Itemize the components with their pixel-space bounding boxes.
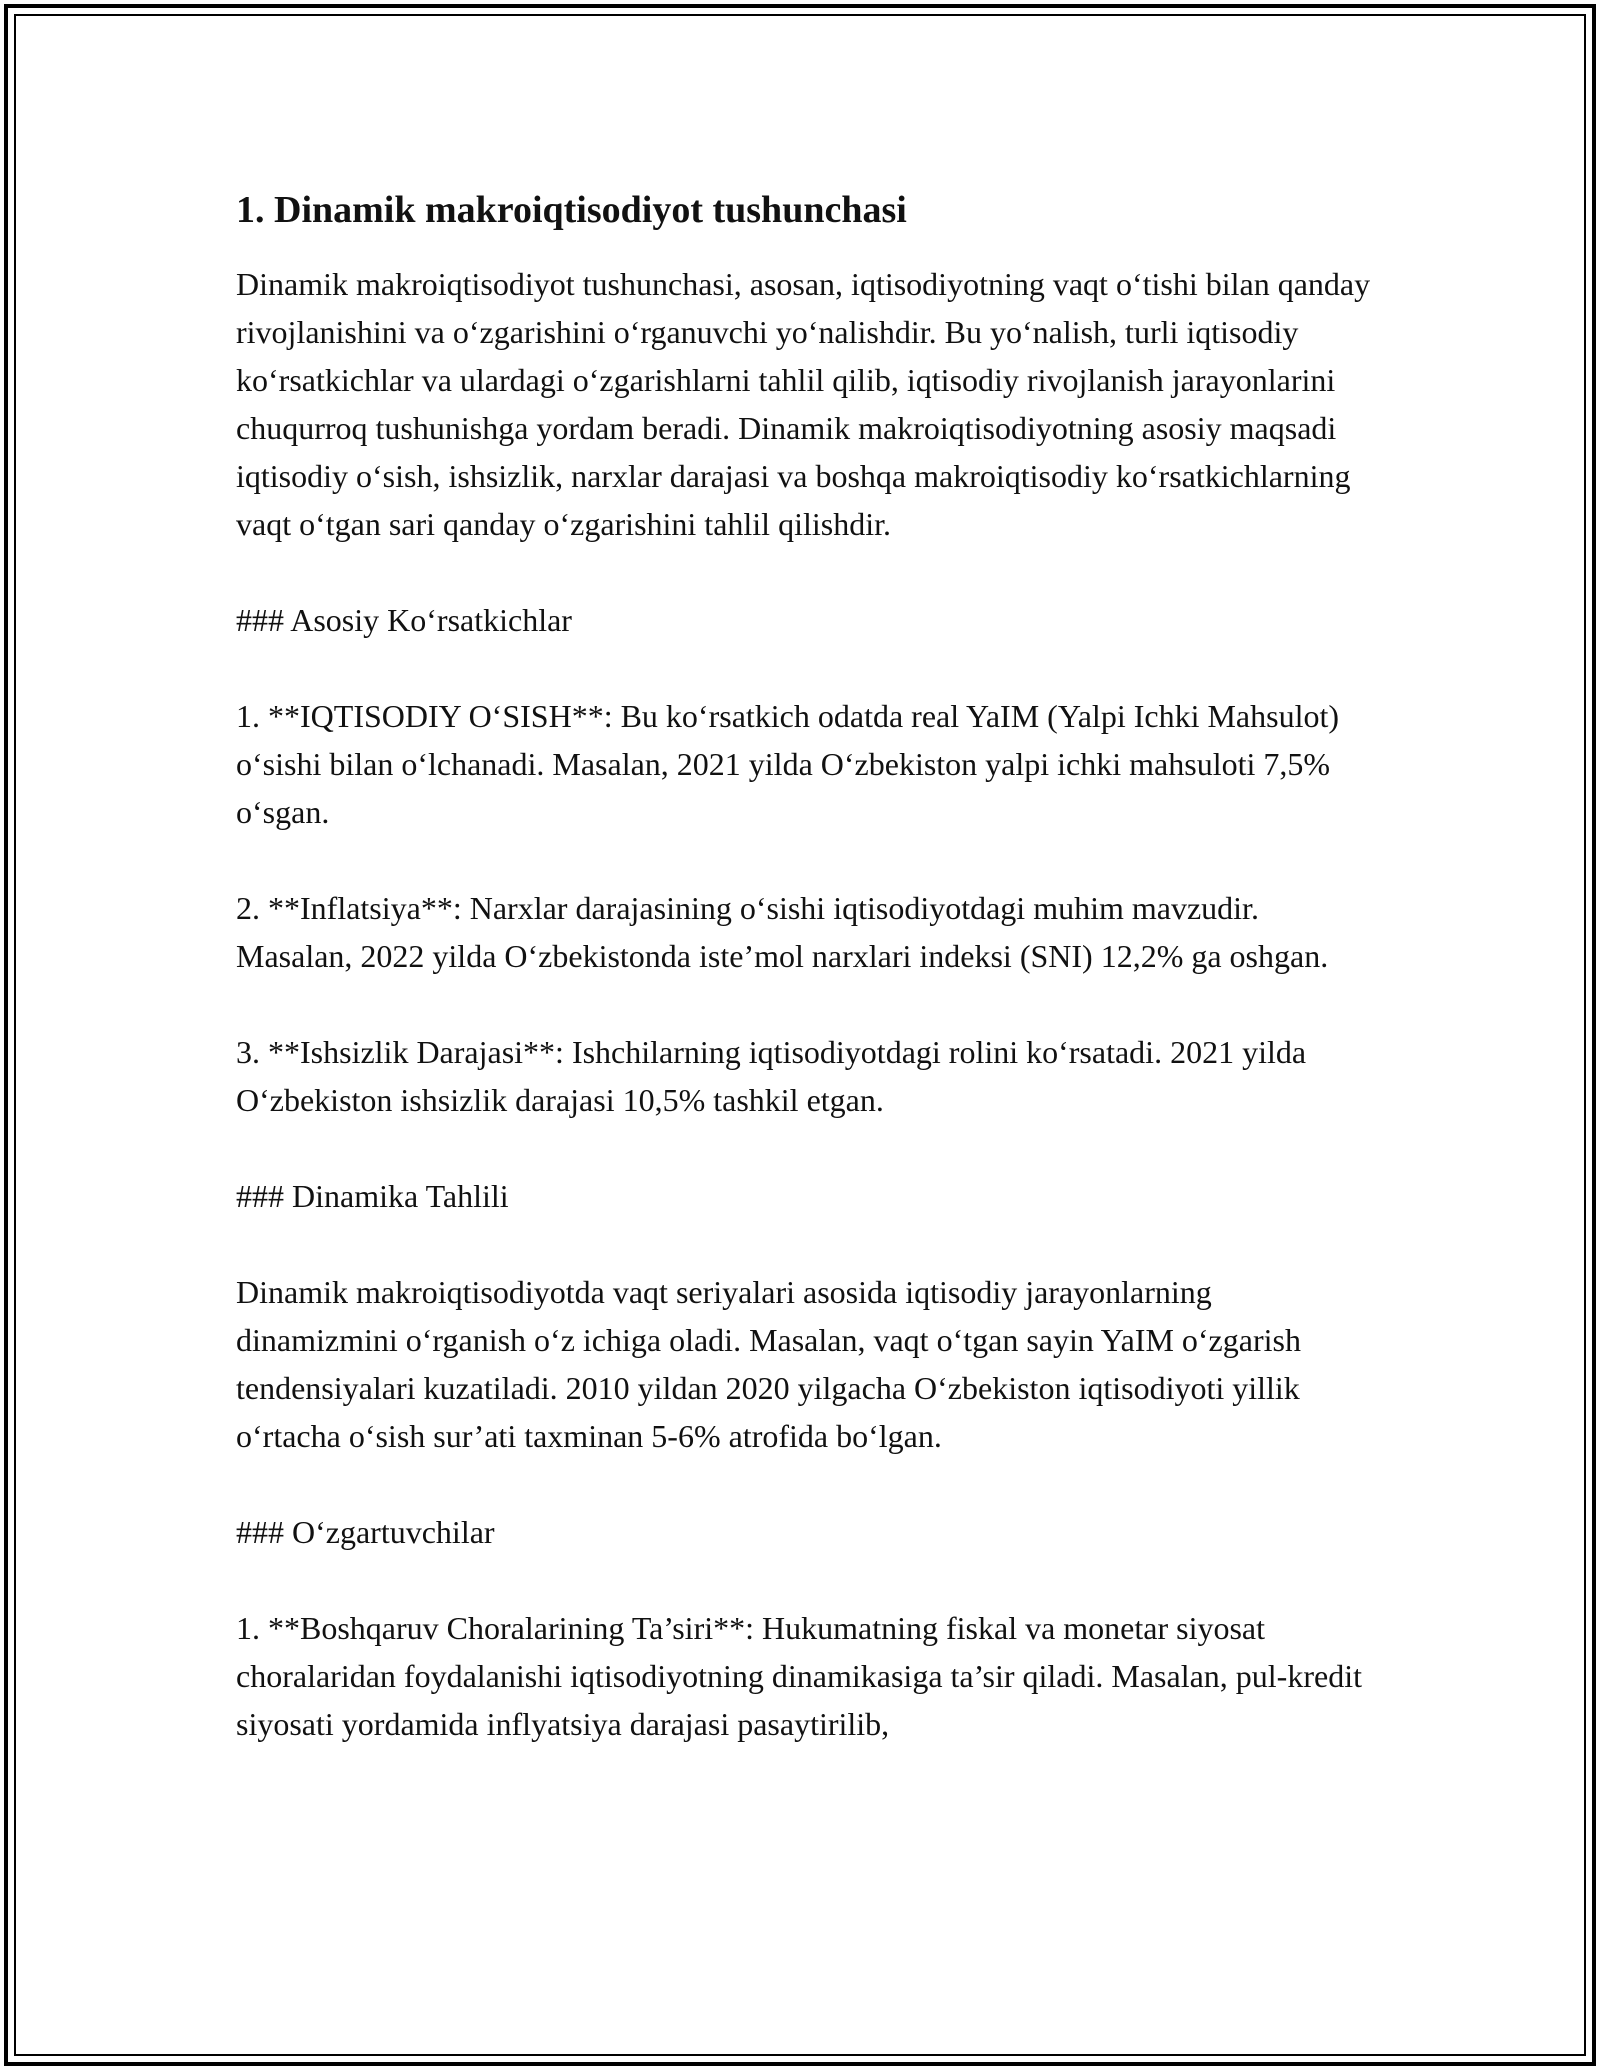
intro-paragraph: Dinamik makroiqtisodiyot tushunchasi, asosan, iqtisodiyotning vaqt o‘tishi bilan qanday rivojlanishini va o‘zgarishini o‘rganuvchi yo‘nalishdir. Bu yo‘nalish, turli iqtisodiy ko‘rsatkichlar va ulardagi o‘zgarishlarni tahlil qilib, iqtisodiy rivojlanish jarayonlarini chuqurroq tushunishga yordam beradi. Dinamik makroiqtisodiyotning asosiy maqsadi iqtisodiy o‘sish, ishsizlik, narxlar darajasi va boshqa makroiqtisodiy ko‘rsatkichlarning vaqt o‘tgan sari qanday o‘zgarishini tahlil qilishdir.	[236, 266, 1371, 542]
list-item-inflatsiya: 2. **Inflatsiya**: Narxlar darajasining o‘sishi iqtisodiyotdagi muhim mavzudir. Masalan, 2022 yilda O‘zbekistonda iste’mol narxlari indeksi (SNI) 12,2% ga oshgan.	[236, 890, 1329, 974]
document-body	[236, 186, 1376, 1796]
subheading-ozgartuvchilar: ### O‘zgartuvchilar	[236, 1514, 495, 1550]
section-title: 1. Dinamik makroiqtisodiyot tushunchasi	[236, 189, 907, 231]
list-item-ishsizlik-darajasi: 3. **Ishsizlik Darajasi**: Ishchilarning iqtisodiyotdagi rolini ko‘rsatadi. 2021 yilda O‘zbekiston ishsizlik darajasi 10,5% tashkil etgan.	[236, 1034, 1307, 1118]
list-item-boshqaruv-choralari: 1. **Boshqaruv Choralarining Ta’siri**: Hukumatning fiskal va monetar siyosat choralaridan foydalanishi iqtisodiyotning dinamikasiga ta’sir qiladi. Masalan, pul-kredit siyosati yordamida inflyatsiya darajasi pasaytirilib,	[236, 1610, 1362, 1742]
subheading-asosiy-korsatkichlar: ### Asosiy Ko‘rsatkichlar	[236, 602, 572, 638]
list-item-iqtisodiy-osish: 1. **IQTISODIY O‘SISH**: Bu ko‘rsatkich odatda real YaIM (Yalpi Ichki Mahsulot) o‘sishi bilan o‘lchanadi. Masalan, 2021 yilda O‘zbekiston yalpi ichki mahsuloti 7,5% o‘sgan.	[236, 698, 1339, 830]
subheading-dinamika-tahlili: ### Dinamika Tahlili	[236, 1178, 509, 1214]
dinamika-tahlili-paragraph: Dinamik makroiqtisodiyotda vaqt seriyalari asosida iqtisodiy jarayonlarning dinamizmini o‘rganish o‘z ichiga oladi. Masalan, vaqt o‘tgan sayin YaIM o‘zgarish tendensiyalari kuzatiladi. 2010 yildan 2020 yilgacha O‘zbekiston iqtisodiyoti yillik o‘rtacha o‘sish sur’ati taxminan 5-6% atrofida bo‘lgan.	[236, 1274, 1301, 1454]
